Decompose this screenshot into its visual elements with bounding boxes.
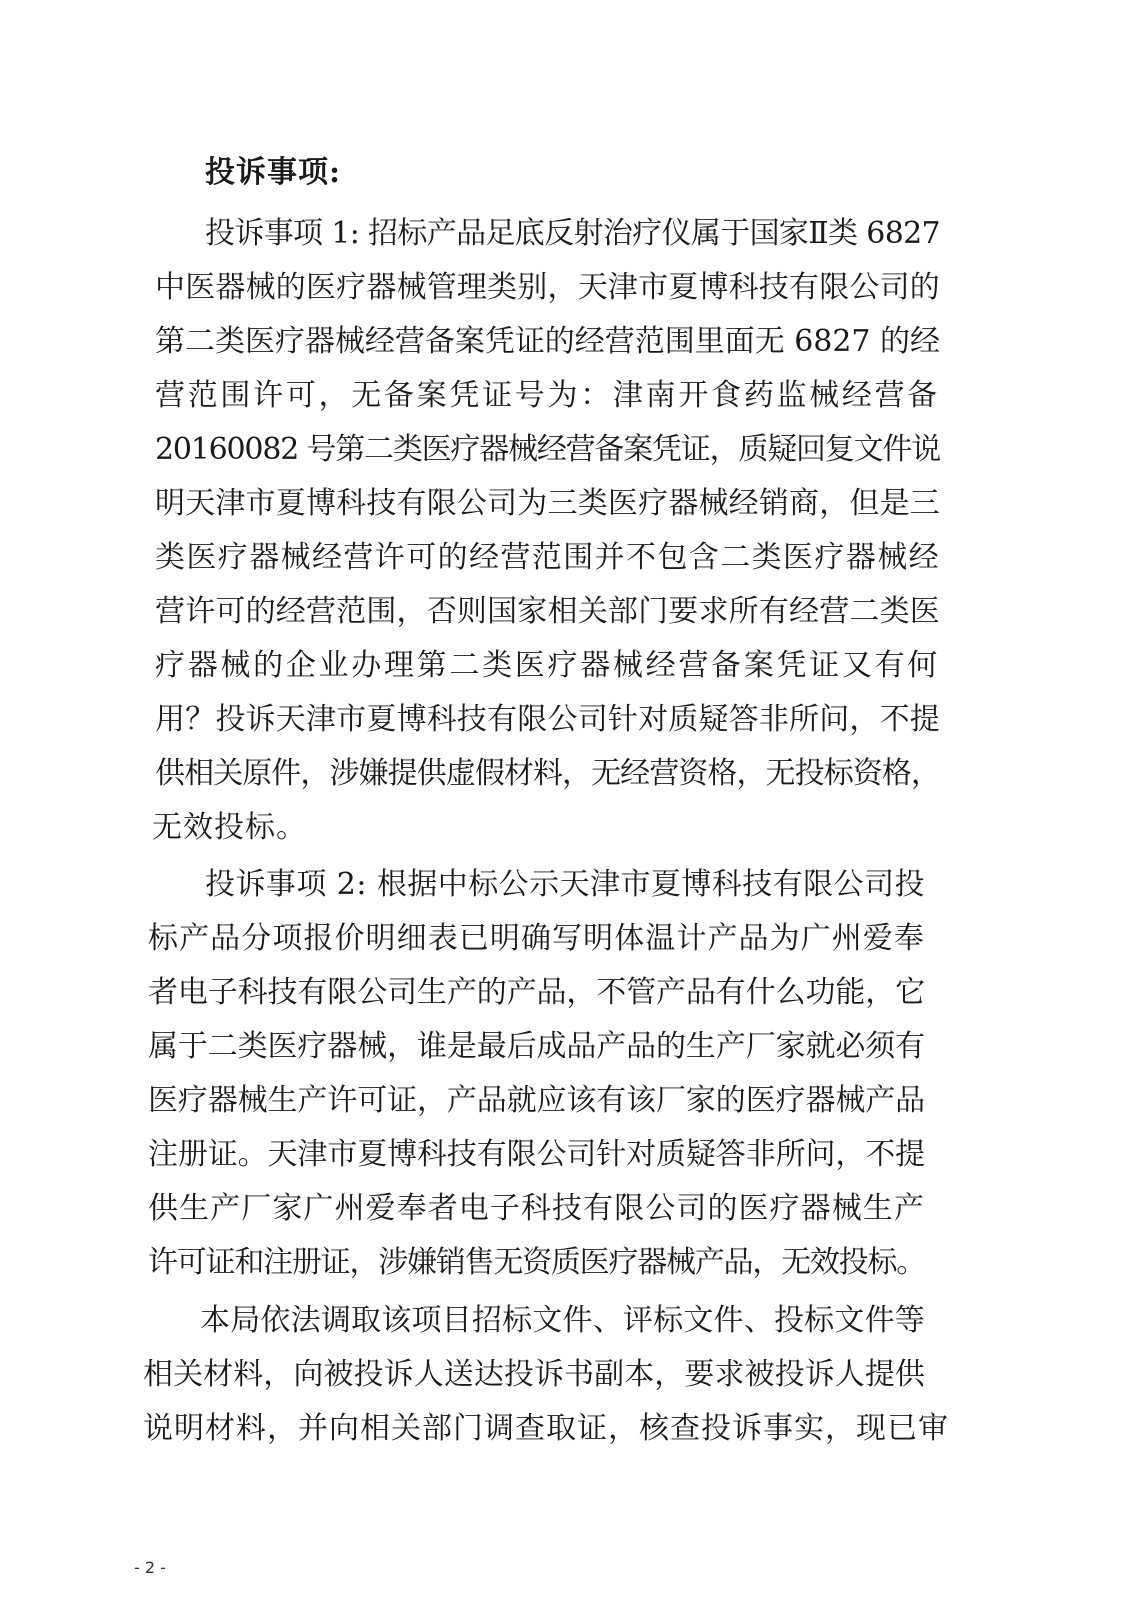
body-text-line: 属于二类医疗器械，谁是最后成品产品的生产厂家就必须有 <box>148 1029 925 1064</box>
page-number: - 2 - <box>134 1558 166 1577</box>
body-text-line: 投诉事项 1: 招标产品足底反射治疗仪属于国家Ⅱ类 6827 <box>205 216 940 251</box>
body-text-line: 20160082 号第二类医疗器械经营备案凭证，质疑回复文件说 <box>155 432 940 467</box>
body-text-line: 第二类医疗器械经营备案凭证的经营范围里面无 6827 的经 <box>155 324 940 359</box>
section-heading: 投诉事项: <box>205 155 342 190</box>
body-text-line: 标产品分项报价明细表已明确写明体温计产品为广州爱奉 <box>148 921 925 956</box>
body-text-line: 用？投诉天津市夏博科技有限公司针对质疑答非所问，不提 <box>155 702 940 737</box>
body-text-line: 无效投标。 <box>152 810 307 845</box>
body-text-line: 者电子科技有限公司生产的产品，不管产品有什么功能，它 <box>148 975 925 1010</box>
body-text-line: 营许可的经营范围，否则国家相关部门要求所有经营二类医 <box>155 594 940 629</box>
body-text-line: 明天津市夏博科技有限公司为三类医疗器械经销商，但是三 <box>155 486 940 521</box>
body-text-line: 说明材料，并向相关部门调查取证，核查投诉事实，现已审 <box>143 1411 949 1446</box>
body-text-line: 供相关原件，涉嫌提供虚假材料，无经营资格，无投标资格， <box>155 756 940 791</box>
body-text-line: 疗器械的企业办理第二类医疗器械经营备案凭证又有何 <box>155 648 940 683</box>
body-text-line: 相关材料，向被投诉人送达投诉书副本，要求被投诉人提供 <box>143 1357 925 1392</box>
body-text-line: 本局依法调取该项目招标文件、评标文件、投标文件等 <box>200 1303 925 1338</box>
body-text-line: 注册证。天津市夏博科技有限公司针对质疑答非所问，不提 <box>148 1137 925 1172</box>
body-text-line: 投诉事项 2: 根据中标公示天津市夏博科技有限公司投 <box>205 867 925 902</box>
body-text-line: 中医器械的医疗器械管理类别，天津市夏博科技有限公司的 <box>155 270 940 305</box>
body-text-line: 供生产厂家广州爱奉者电子科技有限公司的医疗器械生产 <box>148 1191 925 1226</box>
body-text-line: 类医疗器械经营许可的经营范围并不包含二类医疗器械经 <box>155 540 940 575</box>
body-text-line: 医疗器械生产许可证，产品就应该有该厂家的医疗器械产品 <box>148 1083 925 1118</box>
body-text-line: 营范围许可，无备案凭证号为：津南开食药监械经营备 <box>155 378 940 413</box>
body-text-line: 许可证和注册证，涉嫌销售无资质医疗器械产品，无效投标。 <box>148 1245 925 1280</box>
